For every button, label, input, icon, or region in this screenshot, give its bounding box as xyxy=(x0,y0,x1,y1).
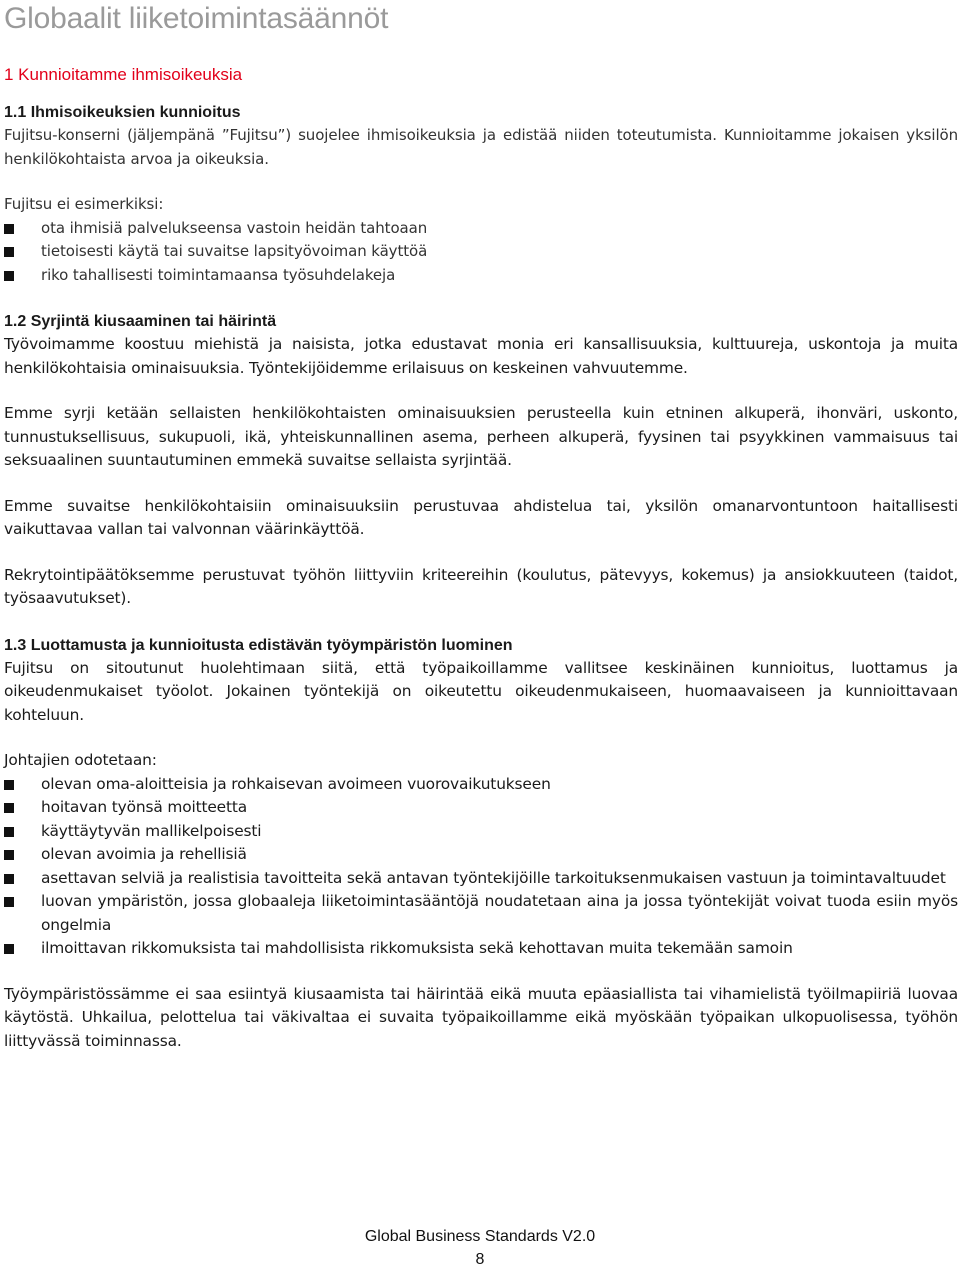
heading-1-3: 1.3 Luottamusta ja kunnioitusta edistävän työympäristön luominen xyxy=(4,636,513,654)
page-number: 8 xyxy=(475,1251,485,1268)
heading-1-2: 1.2 Syrjintä kiusaaminen tai häirintä xyxy=(4,313,277,330)
list-1-1 xyxy=(4,217,958,288)
paragraph-1-2-c: Emme suvaitse henkilökohtaisiin ominaisuuksiin perustuvaa ahdistelua tai, yksilön omanarvontuntoon haitallisesti vaikuttavaa vallan tai valvonnan väärinkäyttöä. xyxy=(4,496,958,538)
square-bullet-icon xyxy=(4,850,14,860)
square-bullet-icon xyxy=(4,271,14,281)
list-item: käyttäytyvän mallikelpoisesti xyxy=(4,820,958,844)
footer-standard: Global Business Standards V2.0 xyxy=(364,1228,596,1245)
list-item: asettavan selviä ja realistisia tavoitteita sekä antavan työntekijöille tarkoituksenmukaisen vastuun ja toimintavaltuudet xyxy=(4,867,958,891)
list-intro-1-3: Johtajien odotetaan: xyxy=(4,751,157,769)
paragraph-1-2-a: Työvoimamme koostuu miehistä ja naisista, jotka edustavat monia eri kansallisuuksia, kulttuureja, uskontoja ja muita henkilökohtaisia ominaisuuksia. Työntekijöidemme erilaisuus on keskeinen vahvuutemme. xyxy=(4,335,958,377)
list-item: olevan oma-aloitteisia ja rohkaisevan avoimeen vuorovaikutukseen xyxy=(4,773,958,797)
paragraph-1-2-b: Emme syrji ketään sellaisten henkilökohtaisten ominaisuuksien perusteella kuin etninen alkuperä, ihonväri, uskonto, tunnustuksellisuus, sukupuoli, ikä, yhteiskunnallinen asema, perheen alkuperä, fyysinen tai psyykkinen vammaisuus tai seksuaalinen suuntautuminen emmekä suvaitse sellaista syrjintää. xyxy=(4,404,958,469)
paragraph-1-1: Fujitsu-konserni (jäljempänä ”Fujitsu”) suojelee ihmisoikeuksia ja edistää niiden toteutumista. Kunnioitamme jokaisen yksilön henkilökohtaista arvoa ja oikeuksia. xyxy=(4,126,958,168)
list-intro-1-1: Fujitsu ei esimerkiksi: xyxy=(4,195,164,213)
closing-paragraph: Työympäristössämme ei saa esiintyä kiusaamista tai häirintää eikä muuta epäasiallista tai vihamielistä työilmapiiriä luovaa käytöstä. Uhkailua, pelottelua tai väkivaltaa ei suvaita työpaikoillamme eikä myöskään työpaikan ulkopuolisessa, työhön liittyvässä toiminnassa. xyxy=(4,984,958,1050)
list-item: riko tahallisesti toimintamaansa työsuhdelakeja xyxy=(4,264,958,288)
heading-1-1: 1.1 Ihmisoikeuksien kunnioitus xyxy=(4,104,241,121)
square-bullet-icon xyxy=(4,944,14,954)
document-page xyxy=(4,0,958,1053)
square-bullet-icon xyxy=(4,803,14,813)
list-1-3 xyxy=(4,773,958,961)
section-title: 1 Kunnioitamme ihmisoikeuksia xyxy=(4,65,243,84)
list-item: ota ihmisiä palvelukseensa vastoin heidän tahtoaan xyxy=(4,217,958,241)
list-item: ilmoittavan rikkomuksista tai mahdollisista rikkomuksista sekä kehottavan muita tekemään samoin xyxy=(4,937,958,961)
paragraph-1-3: Fujitsu on sitoutunut huolehtimaan siitä, että työpaikoillamme vallitsee keskinäinen kunnioitus, luottamus ja oikeudenmukaiset työolot. Jokainen työntekijä on oikeutettu oikeudenmukaiseen, huomaavaiseen ja kunnioittavaan kohteluun. xyxy=(4,658,958,724)
list-item: tietoisesti käytä tai suvaitse lapsityövoiman käyttöä xyxy=(4,240,958,264)
square-bullet-icon xyxy=(4,780,14,790)
list-item: luovan ympäristön, jossa globaaleja liiketoimintasääntöjä noudatetaan aina ja jossa työntekijät voivat tuoda esiin myös ongelmia xyxy=(4,890,958,937)
list-item: hoitavan työnsä moitteetta xyxy=(4,796,958,820)
square-bullet-icon xyxy=(4,897,14,907)
square-bullet-icon xyxy=(4,224,14,234)
paragraph-1-2-d: Rekrytointipäätöksemme perustuvat työhön liittyviin kriteereihin (koulutus, pätevyys, kokemus) ja ansiokkuuteen (taidot, työsaavutukset). xyxy=(4,565,958,607)
square-bullet-icon xyxy=(4,874,14,884)
square-bullet-icon xyxy=(4,827,14,837)
square-bullet-icon xyxy=(4,247,14,257)
list-item: olevan avoimia ja rehellisiä xyxy=(4,843,958,867)
document-title: Globaalit liiketoimintasäännöt xyxy=(4,2,389,35)
